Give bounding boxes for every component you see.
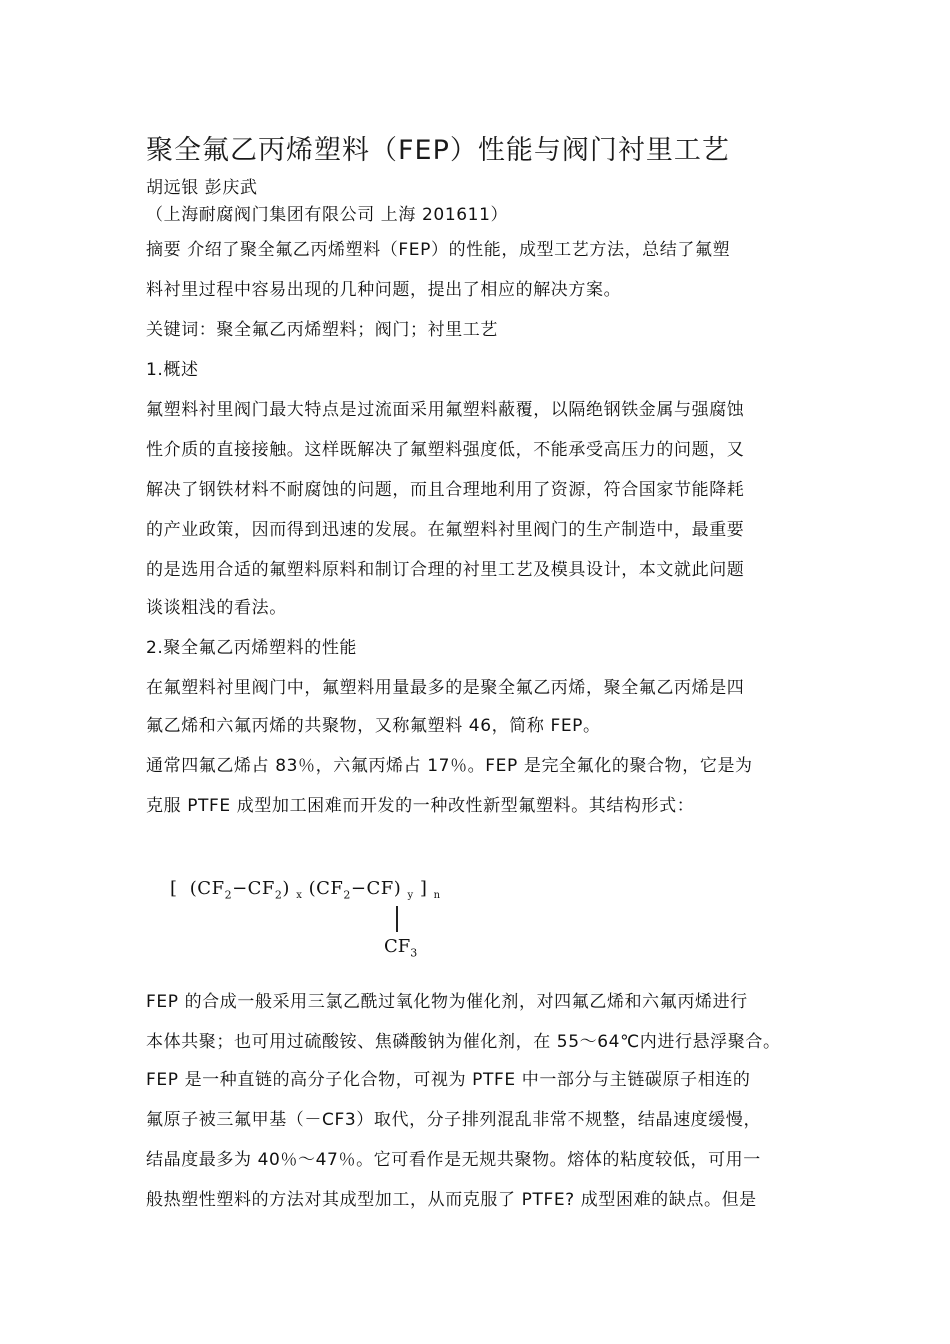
formula-cf2-a: CF [197,878,225,899]
paragraph-line: 通常四氟乙烯占 83％，六氟丙烯占 17％。FEP 是完全氟化的聚合物，它是为 [146,756,753,776]
formula-group2-open: ( [308,878,317,899]
document-title: 聚全氟乙丙烯塑料（FEP）性能与阀门衬里工艺 [146,135,730,166]
formula-main-chain [170,878,441,902]
formula-dash: − [350,878,367,899]
formula-bracket-close: ] [419,878,428,899]
paragraph-line: 本体共聚；也可用过硫酸铵、焦磷酸钠为催化剂，在 55～64℃内进行悬浮聚合。 [146,1032,781,1052]
section-heading-1: 1.概述 [146,360,199,380]
keywords: 关键词：聚全氟乙丙烯塑料；阀门；衬里工艺 [146,320,498,340]
paragraph-line: 谈谈粗浅的看法。 [146,598,287,618]
formula-cf: CF [366,878,394,899]
paragraph-line: 在氟塑料衬里阀门中，氟塑料用量最多的是聚全氟乙丙烯，聚全氟乙丙烯是四 [146,678,745,698]
paragraph-line: 解决了钢铁材料不耐腐蚀的问题，而且合理地利用了资源，符合国家节能降耗 [146,480,745,500]
formula-index-n: n [433,890,441,901]
formula-bracket-open: [ [170,878,178,899]
paragraph-line: 克服 PTFE 成型加工困难而开发的一种改性新型氟塑料。其结构形式： [146,796,695,816]
structure-formula [170,868,490,968]
abstract-line-1: 摘要 介绍了聚全氟乙丙烯塑料（FEP）的性能，成型工艺方法，总结了氟塑 [146,240,731,260]
paragraph-line: 的产业政策，因而得到迅速的发展。在氟塑料衬里阀门的生产制造中，最重要 [146,520,745,540]
formula-sub: 3 [410,946,418,960]
formula-cf3: CF [384,936,411,957]
formula-group1-close: ) [282,878,290,899]
formula-branch-group [384,936,417,960]
paragraph-line: FEP 是一种直链的高分子化合物，可视为 PTFE 中一部分与主链碳原子相连的 [146,1070,751,1090]
authors: 胡远银 彭庆武 [146,178,258,198]
paragraph-line: 氟原子被三氟甲基（－CF3）取代，分子排列混乱非常不规整，结晶速度缓慢， [146,1110,762,1130]
formula-cf2-b: CF [247,878,275,899]
paragraph-line: 性介质的直接接触。这样既解决了氟塑料强度低，不能承受高压力的问题，又 [146,440,745,460]
formula-branch-bond [396,906,398,932]
paragraph-line: 氟乙烯和六氟丙烯的共聚物，又称氟塑料 46，简称 FEP。 [146,716,601,736]
formula-sub: 2 [224,888,233,902]
paragraph-line: 结晶度最多为 40％～47％。它可看作是无规共聚物。熔体的粘度较低，可用一 [146,1150,761,1170]
abstract-line-2: 料衬里过程中容易出现的几种问题，提出了相应的解决方案。 [146,280,622,300]
formula-index-x: x [296,890,303,901]
formula-group2-close: ) [393,878,402,899]
paragraph-line: FEP 的合成一般采用三氯乙酰过氧化物为催化剂，对四氟乙烯和六氟丙烯进行 [146,992,748,1012]
formula-sub: 2 [343,888,351,902]
section-heading-2: 2.聚全氟乙丙烯塑料的性能 [146,638,358,658]
formula-index-y: y [407,890,414,901]
formula-cf2-c: CF [316,878,344,899]
formula-sub: 2 [274,888,283,902]
formula-dash: − [232,878,248,899]
paragraph-line: 的是选用合适的氟塑料原料和制订合理的衬里工艺及模具设计，本文就此问题 [146,560,745,580]
affiliation: （上海耐腐阀门集团有限公司 上海 201611） [146,205,509,225]
paragraph-line: 氟塑料衬里阀门最大特点是过流面采用氟塑料蔽覆，以隔绝钢铁金属与强腐蚀 [146,400,745,420]
formula-group1-open: ( [189,878,198,899]
paragraph-line: 般热塑性塑料的方法对其成型加工，从而克服了 PTFE? 成型困难的缺点。但是 [146,1190,757,1210]
